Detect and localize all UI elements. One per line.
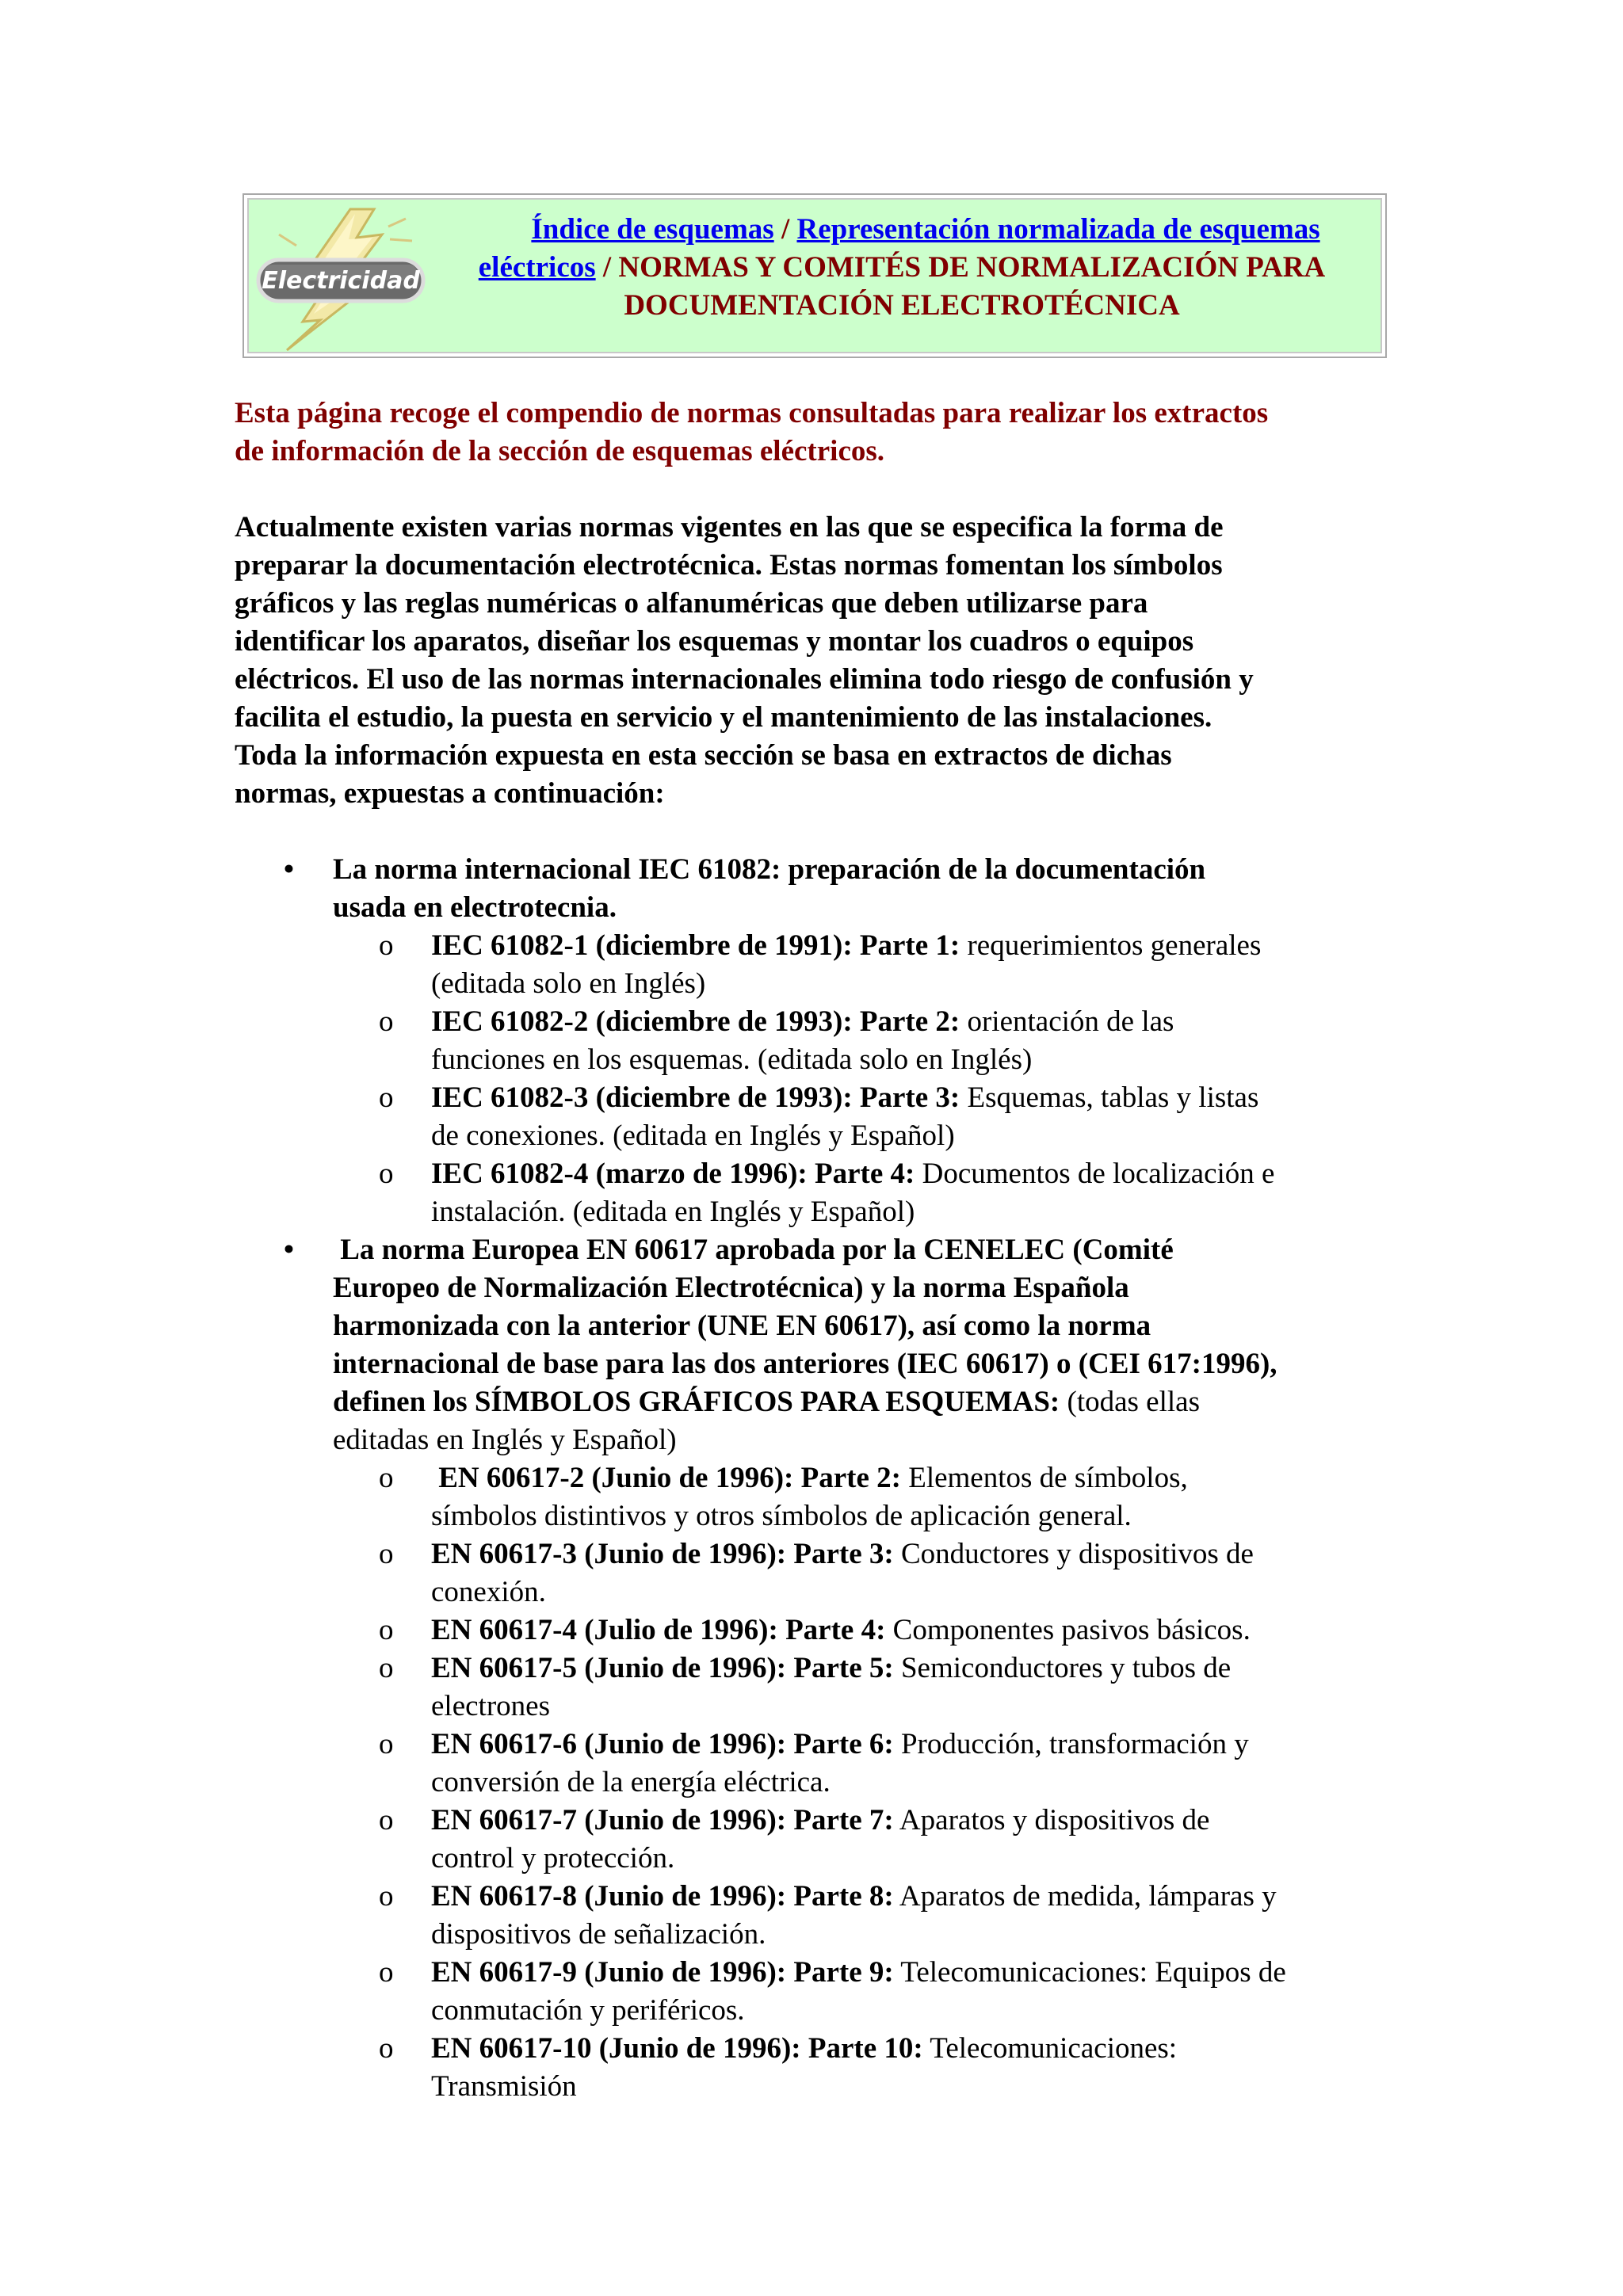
sub-title: IEC 61082-4 (marzo de 1996): Parte 4:	[431, 1158, 915, 1190]
sub-title: IEC 61082-1 (diciembre de 1991): Parte 1:	[431, 929, 960, 962]
sub-desc-1: Producción, transformación y	[893, 1728, 1249, 1760]
item2-line-5-rest: (todas ellas	[1060, 1386, 1200, 1418]
sub-desc-2: funciones en los esquemas. (editada solo en Inglés)	[431, 1043, 1033, 1076]
link-representacion-normalizada-1[interactable]: Representación normalizada de esquemas	[796, 213, 1320, 246]
item1-line-2: usada en electrotecnia.	[333, 891, 617, 924]
circle-bullet: o	[379, 1652, 394, 1684]
paragraph-line-2: preparar la documentación electrotécnica. Estas normas fomentan los símbolos	[235, 549, 1223, 582]
paragraph-line-7: Toda la información expuesta en esta sección se basa en extractos de dichas	[235, 739, 1172, 772]
disc-bullet: •	[284, 853, 294, 886]
sub-desc-2: de conexiones. (editada en Inglés y Español)	[431, 1119, 955, 1152]
sub-item-iec-61082-4	[235, 1155, 1423, 1231]
circle-bullet: o	[379, 1956, 394, 1989]
header-title-part1: / NORMAS Y COMITÉS DE NORMALIZACIÓN PARA	[595, 251, 1326, 284]
sub-title: EN 60617-3 (Junio de 1996): Parte 3:	[431, 1538, 894, 1570]
norms-list	[235, 851, 1423, 2106]
paragraph-line-5: eléctricos. El uso de las normas internacionales elimina todo riesgo de confusión y	[235, 663, 1254, 696]
sub-desc-1: Semiconductores y tubos de	[893, 1652, 1232, 1684]
sub-title: IEC 61082-3 (diciembre de 1993): Parte 3:	[431, 1081, 960, 1114]
sub-desc-2: Transmisión	[431, 2070, 577, 2103]
circle-bullet: o	[379, 1804, 394, 1836]
sub-desc-1: Documentos de localización e	[915, 1158, 1275, 1190]
circle-bullet: o	[379, 1614, 394, 1646]
sub-title: EN 60617-7 (Junio de 1996): Parte 7:	[431, 1804, 894, 1836]
sub-item-en-60617-3	[235, 1535, 1423, 1611]
sub-desc-2: electrones	[431, 1690, 550, 1722]
circle-bullet: o	[379, 929, 394, 962]
link-representacion-normalizada-2[interactable]: eléctricos	[478, 251, 596, 284]
sub-item-en-60617-8	[235, 1878, 1423, 1954]
sub-title: EN 60617-10 (Junio de 1996): Parte 10:	[431, 2032, 923, 2065]
header-box	[242, 193, 1387, 358]
circle-bullet: o	[379, 1158, 394, 1190]
item2-line-5-bold: definen los SÍMBOLOS GRÁFICOS PARA ESQUEMAS:	[333, 1386, 1060, 1418]
circle-bullet: o	[379, 2032, 394, 2065]
sub-item-en-60617-9	[235, 1954, 1423, 2030]
circle-bullet: o	[379, 1081, 394, 1114]
sub-desc-1: Aparatos y dispositivos de	[893, 1804, 1210, 1836]
paragraph-line-1: Actualmente existen varias normas vigentes en las que se especifica la forma de	[235, 511, 1224, 543]
circle-bullet: o	[379, 1880, 394, 1913]
circle-bullet: o	[379, 1538, 394, 1570]
paragraph-line-4: identificar los aparatos, diseñar los esquemas y montar los cuadros o equipos	[235, 625, 1194, 658]
sub-title: EN 60617-2 (Junio de 1996): Parte 2:	[431, 1462, 901, 1494]
header-title	[431, 211, 1373, 325]
sub-item-iec-61082-1	[235, 927, 1423, 1003]
list-item-iec-61082	[235, 851, 1423, 927]
sub-title: IEC 61082-2 (diciembre de 1993): Parte 2:	[431, 1005, 960, 1038]
sub-desc-2: (editada solo en Inglés)	[431, 967, 706, 1000]
sub-item-en-60617-6	[235, 1726, 1423, 1802]
sub-item-en-60617-4	[235, 1611, 1423, 1650]
header-separator: /	[773, 213, 797, 246]
sub-item-en-60617-10	[235, 2030, 1423, 2106]
logo-label: Electricidad	[262, 267, 420, 295]
sub-desc-2: instalación. (editada en Inglés y Español)	[431, 1196, 915, 1228]
circle-bullet: o	[379, 1005, 394, 1038]
sub-item-iec-61082-2	[235, 1003, 1423, 1079]
item2-line-4: internacional de base para las dos anteriores (IEC 60617) o (CEI 617:1996),	[333, 1348, 1277, 1380]
paragraph-line-8: normas, expuestas a continuación:	[235, 777, 665, 810]
sub-desc-2: conversión de la energía eléctrica.	[431, 1766, 831, 1798]
sub-title: EN 60617-5 (Junio de 1996): Parte 5:	[431, 1652, 894, 1684]
sub-desc-2: control y protección.	[431, 1842, 675, 1875]
sub-desc-2: símbolos distintivos y otros símbolos de aplicación general.	[431, 1500, 1132, 1532]
sub-desc-1: Conductores y dispositivos de	[893, 1538, 1254, 1570]
sub-title: EN 60617-4 (Julio de 1996): Parte 4:	[431, 1614, 886, 1646]
item2-line-1: La norma Europea EN 60617 aprobada por la CENELEC (Comité	[333, 1234, 1174, 1266]
intro-line-2: de información de la sección de esquemas eléctricos.	[235, 435, 885, 467]
item2-line-3: harmonizada con la anterior (UNE EN 60617), así como la norma	[333, 1310, 1151, 1342]
item2-line-6: editadas en Inglés y Español)	[333, 1424, 677, 1456]
circle-bullet: o	[379, 1728, 394, 1760]
header-banner	[247, 198, 1382, 353]
sub-desc-2: conmutación y periféricos.	[431, 1994, 745, 2027]
sub-item-en-60617-5	[235, 1650, 1423, 1726]
sub-desc-2: conexión.	[431, 1576, 546, 1608]
intro-line-1: Esta página recoge el compendio de normas consultadas para realizar los extractos	[235, 397, 1269, 429]
sub-item-iec-61082-3	[235, 1079, 1423, 1155]
sub-desc-1: Elementos de símbolos,	[900, 1462, 1188, 1494]
sub-desc-1: Componentes pasivos básicos.	[885, 1614, 1251, 1646]
electricidad-logo-icon[interactable]	[255, 203, 430, 353]
sub-title: EN 60617-8 (Junio de 1996): Parte 8:	[431, 1880, 894, 1913]
paragraph-line-3: gráficos y las reglas numéricas o alfanuméricas que deben utilizarse para	[235, 587, 1148, 620]
link-indice-esquemas[interactable]: Índice de esquemas	[531, 213, 774, 246]
circle-bullet: o	[379, 1462, 394, 1494]
header-line-2	[431, 249, 1373, 287]
sub-desc-1: requerimientos generales	[960, 929, 1262, 962]
sub-item-en-60617-2	[235, 1459, 1423, 1535]
sub-item-en-60617-7	[235, 1802, 1423, 1878]
sub-desc-1: orientación de las	[960, 1005, 1174, 1038]
main-paragraph	[235, 509, 1407, 813]
header-line-1	[431, 211, 1373, 249]
paragraph-line-6: facilita el estudio, la puesta en servicio y el mantenimiento de las instalaciones.	[235, 701, 1212, 734]
header-title-part2: DOCUMENTACIÓN ELECTROTÉCNICA	[624, 289, 1180, 322]
disc-bullet: •	[284, 1234, 294, 1266]
item2-line-2: Europeo de Normalización Electrotécnica) y la norma Española	[333, 1272, 1129, 1304]
sub-desc-2: dispositivos de señalización.	[431, 1918, 766, 1951]
sub-title: EN 60617-6 (Junio de 1996): Parte 6:	[431, 1728, 894, 1760]
intro-paragraph	[235, 395, 1407, 471]
item1-line-1: La norma internacional IEC 61082: preparación de la documentación	[333, 853, 1206, 886]
sub-desc-1: Telecomunicaciones: Equipos de	[893, 1956, 1286, 1989]
sub-desc-1: Esquemas, tablas y listas	[960, 1081, 1259, 1114]
sub-title: EN 60617-9 (Junio de 1996): Parte 9:	[431, 1956, 894, 1989]
sub-desc-1: Telecomunicaciones:	[922, 2032, 1178, 2065]
list-item-en-60617	[235, 1231, 1423, 1459]
sub-desc-1: Aparatos de medida, lámparas y	[893, 1880, 1277, 1913]
